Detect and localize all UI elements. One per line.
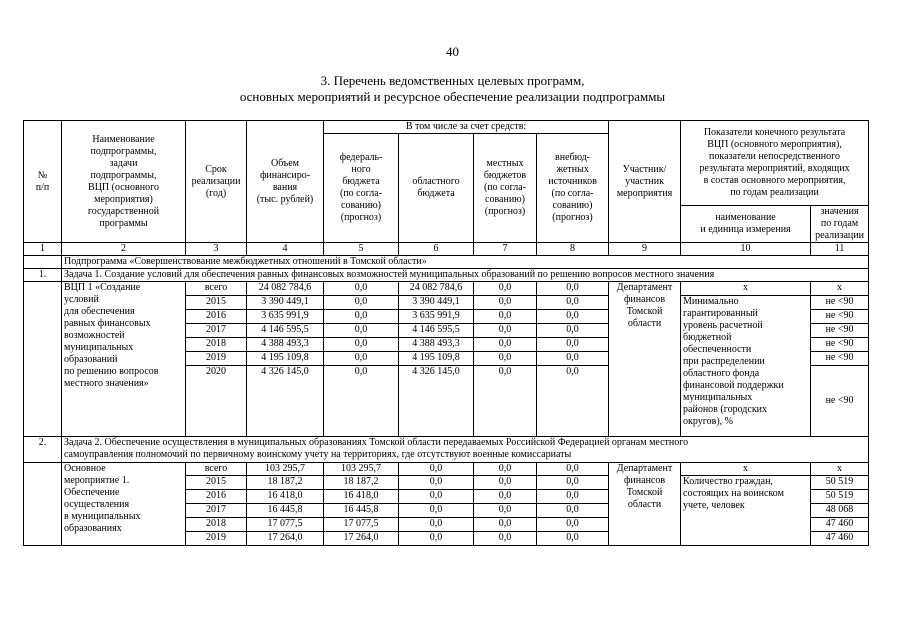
title-line-2: основных мероприятий и ресурсное обеспечение реализации подпрограммы [239,89,666,104]
local-cell: 0,0 [474,310,537,324]
extra-cell: 0,0 [537,366,609,437]
local-cell: 0,0 [474,504,537,518]
year-cell: всего [186,282,247,296]
federal-cell: 0,0 [324,338,399,352]
local-cell: 0,0 [474,476,537,490]
indicator-value-cell: не <90 [811,324,869,338]
total-cell: 4 195 109,8 [247,352,324,366]
regional-cell: 0,0 [399,504,474,518]
year-cell: 2020 [186,366,247,437]
header-indicators: Показатели конечного результата ВЦП (основного мероприятия), показатели непосредственного результата мероприятий, входящих в состав основного мероприятия, по годам реализации [681,121,869,206]
federal-cell: 0,0 [324,366,399,437]
col-number: 1 [24,243,62,256]
block-name: ВЦП 1 «Создание условий для обеспечения равных финансовых возможностей муниципальных образований по решению вопросов местного значения» [62,282,186,437]
header-local: местных бюджетов (по согла- сованию) (прогноз) [474,134,537,243]
program-table [23,120,869,546]
local-cell: 0,0 [474,490,537,504]
indicator-value-cell: 50 519 [811,490,869,504]
task-title: Задача 2. Обеспечение осуществления в муниципальных образованиях Томской области передаваемых Российской Федерацией органам местного самоуправления полномочий по первичному воинскому учету на территориях, где отсутствуют военные комиссариаты [62,437,869,463]
regional-cell: 24 082 784,6 [399,282,474,296]
local-cell: 0,0 [474,463,537,476]
extra-cell: 0,0 [537,532,609,546]
federal-cell: 17 077,5 [324,518,399,532]
header-including: В том числе за счет средств: [324,121,609,134]
regional-cell: 4 146 595,5 [399,324,474,338]
col-number: 10 [681,243,811,256]
task-number: 2. [24,437,62,463]
regional-cell: 0,0 [399,476,474,490]
regional-cell: 3 635 991,9 [399,310,474,324]
indicator-name-cell: Минимально гарантированный уровень расчетной бюджетной обеспеченности при распределении областного фонда финансовой поддержки муниципальных районов (городских округов), % [681,296,811,437]
header-indicator-values: значения по годам реализации [811,206,869,243]
federal-cell: 0,0 [324,282,399,296]
column-numbers-row [24,243,869,256]
total-cell: 3 390 449,1 [247,296,324,310]
col-number: 4 [247,243,324,256]
header-participant: Участник/ участник мероприятия [609,121,681,243]
regional-cell: 0,0 [399,518,474,532]
federal-cell: 18 187,2 [324,476,399,490]
indicator-name-cell: х [681,282,811,296]
total-cell: 4 146 595,5 [247,324,324,338]
local-cell: 0,0 [474,352,537,366]
year-cell: 2018 [186,518,247,532]
participant-cell: Департамент финансов Томской области [609,463,681,546]
block-name: Основное мероприятие 1. Обеспечение осуществления в муниципальных образованиях [62,463,186,546]
indicator-value-cell: не <90 [811,310,869,324]
subprogram-row [24,256,869,269]
col-number: 2 [62,243,186,256]
extra-cell: 0,0 [537,296,609,310]
indicator-value-cell: 50 519 [811,476,869,490]
col-number: 8 [537,243,609,256]
extra-cell: 0,0 [537,310,609,324]
subprogram-title: Подпрограмма «Совершенствование межбюджетных отношений в Томской области» [62,256,869,269]
col-number: 3 [186,243,247,256]
title-line-1: 3. Перечень ведомственных целевых программ, [320,73,585,88]
extra-cell: 0,0 [537,518,609,532]
col-number: 11 [811,243,869,256]
header-federal: федераль- ного бюджета (по согла- сованию) (прогноз) [324,134,399,243]
federal-cell: 16 418,0 [324,490,399,504]
federal-cell: 0,0 [324,324,399,338]
regional-cell: 0,0 [399,490,474,504]
year-cell: всего [186,463,247,476]
extra-cell: 0,0 [537,504,609,518]
extra-cell: 0,0 [537,324,609,338]
empty-cell [24,256,62,269]
indicator-value-cell: 47 460 [811,532,869,546]
year-cell: 2016 [186,310,247,324]
regional-cell: 0,0 [399,532,474,546]
extra-cell: 0,0 [537,463,609,476]
task-row [24,269,869,282]
indicator-value-cell: х [811,282,869,296]
col-number: 9 [609,243,681,256]
total-cell: 103 295,7 [247,463,324,476]
local-cell: 0,0 [474,282,537,296]
extra-cell: 0,0 [537,282,609,296]
local-cell: 0,0 [474,296,537,310]
federal-cell: 0,0 [324,352,399,366]
year-cell: 2019 [186,352,247,366]
col-number: 5 [324,243,399,256]
task-row [24,437,869,463]
participant-cell: Департамент финансов Томской области [609,282,681,437]
extra-cell: 0,0 [537,476,609,490]
extra-cell: 0,0 [537,338,609,352]
extra-cell: 0,0 [537,352,609,366]
indicator-value-cell: 48 068 [811,504,869,518]
year-cell: 2015 [186,476,247,490]
total-cell: 17 264,0 [247,532,324,546]
total-cell: 24 082 784,6 [247,282,324,296]
page-number: 40 [446,44,459,59]
local-cell: 0,0 [474,338,537,352]
federal-cell: 17 264,0 [324,532,399,546]
indicator-value-cell: не <90 [811,338,869,352]
year-cell: 2018 [186,338,247,352]
total-cell: 18 187,2 [247,476,324,490]
federal-cell: 16 445,8 [324,504,399,518]
year-cell: 2017 [186,324,247,338]
header-indicator-name: наименование и единица измерения [681,206,811,243]
header-num: № п/п [24,121,62,243]
header-regional: областного бюджета [399,134,474,243]
header-term: Срок реализации (год) [186,121,247,243]
indicator-value-cell: не <90 [811,366,869,437]
table-row [24,282,869,296]
empty-cell [24,463,62,546]
year-cell: 2015 [186,296,247,310]
regional-cell: 3 390 449,1 [399,296,474,310]
indicator-name-cell: Количество граждан, состоящих на воинском учете, человек [681,476,811,546]
indicator-name-cell: х [681,463,811,476]
indicator-value-cell: 47 460 [811,518,869,532]
federal-cell: 103 295,7 [324,463,399,476]
document-title [0,73,905,105]
indicator-value-cell: х [811,463,869,476]
total-cell: 3 635 991,9 [247,310,324,324]
task-number: 1. [24,269,62,282]
col-number: 6 [399,243,474,256]
total-cell: 16 418,0 [247,490,324,504]
federal-cell: 0,0 [324,296,399,310]
year-cell: 2019 [186,532,247,546]
empty-cell [24,282,62,437]
regional-cell: 0,0 [399,463,474,476]
indicator-value-cell: не <90 [811,352,869,366]
local-cell: 0,0 [474,324,537,338]
local-cell: 0,0 [474,518,537,532]
header-name: Наименование подпрограммы, задачи подпрограммы, ВЦП (основного мероприятия) государственной программы [62,121,186,243]
regional-cell: 4 388 493,3 [399,338,474,352]
year-cell: 2016 [186,490,247,504]
extra-cell: 0,0 [537,490,609,504]
federal-cell: 0,0 [324,310,399,324]
total-cell: 4 326 145,0 [247,366,324,437]
year-cell: 2017 [186,504,247,518]
indicator-value-cell: не <90 [811,296,869,310]
task-title: Задача 1. Создание условий для обеспечения равных финансовых возможностей муниципальных образований по решению вопросов местного значения [62,269,869,282]
regional-cell: 4 195 109,8 [399,352,474,366]
header-extra: внебюд- жетных источников (по согла- сованию) (прогноз) [537,134,609,243]
total-cell: 16 445,8 [247,504,324,518]
local-cell: 0,0 [474,532,537,546]
regional-cell: 4 326 145,0 [399,366,474,437]
col-number: 7 [474,243,537,256]
total-cell: 17 077,5 [247,518,324,532]
header-volume: Объем финансиро- вания (тыс. рублей) [247,121,324,243]
table-row [24,463,869,476]
local-cell: 0,0 [474,366,537,437]
total-cell: 4 388 493,3 [247,338,324,352]
